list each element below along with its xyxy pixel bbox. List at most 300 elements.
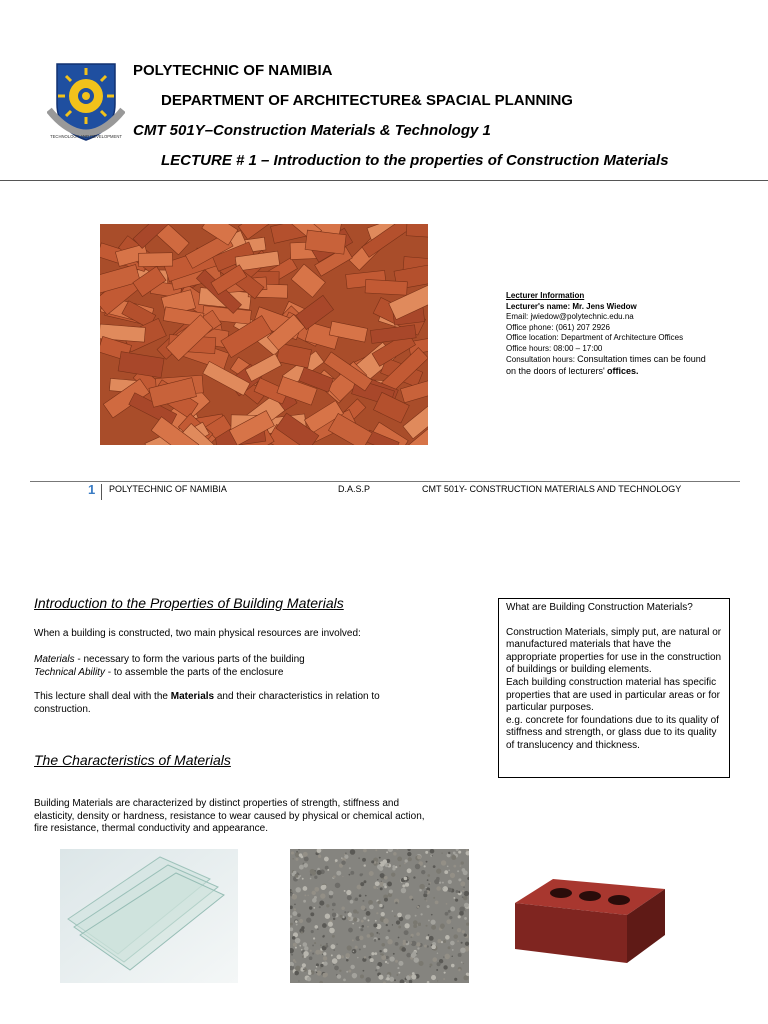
concrete-texture: [444, 972, 446, 974]
concrete-texture: [352, 939, 354, 941]
concrete-texture: [367, 919, 369, 921]
concrete-texture: [443, 978, 445, 980]
footer-divider: [30, 481, 740, 482]
concrete-texture: [416, 942, 420, 946]
concrete-texture: [308, 969, 311, 972]
concrete-texture: [296, 924, 298, 926]
concrete-texture: [333, 918, 335, 920]
concrete-texture: [357, 957, 358, 958]
concrete-texture: [431, 914, 433, 916]
concrete-texture: [348, 928, 353, 933]
concrete-texture: [342, 876, 343, 877]
concrete-texture: [322, 935, 324, 937]
glass-sheets-photo: [60, 849, 238, 983]
concrete-texture: [328, 922, 333, 927]
concrete-texture: [332, 913, 337, 918]
concrete-texture: [387, 864, 389, 866]
concrete-texture: [417, 906, 419, 908]
concrete-texture: [384, 886, 387, 889]
scope-text-a: This lecture shall deal with the: [34, 691, 171, 702]
concrete-texture: [362, 970, 364, 972]
concrete-texture: [314, 887, 319, 892]
concrete-texture: [344, 911, 346, 913]
concrete-texture: [408, 857, 412, 861]
concrete-texture: [398, 972, 400, 974]
concrete-texture: [397, 913, 402, 918]
lecturer-info: [506, 291, 706, 377]
concrete-texture: [313, 937, 315, 939]
concrete-texture: [386, 851, 388, 853]
concrete-texture: [310, 878, 312, 880]
concrete-texture: [458, 969, 461, 972]
concrete-texture: [392, 924, 393, 925]
footer-right: CMT 501Y- CONSTRUCTION MATERIALS AND TECHNOLOGY: [422, 484, 682, 494]
consultation-text: Consultation times can be found on the doors of lecturers': [506, 354, 706, 376]
concrete-texture: [314, 942, 316, 944]
concrete-texture: [415, 864, 421, 870]
concrete-texture: [303, 852, 308, 857]
lecturer-phone: Office phone: (061) 207 2926: [506, 322, 610, 332]
concrete-texture: [446, 903, 448, 905]
concrete-texture: [415, 915, 417, 917]
lecturer-email: Email: jwiedow@polytechnic.edu.na: [506, 312, 634, 321]
concrete-texture: [310, 912, 314, 916]
concrete-texture: [295, 966, 301, 972]
concrete-texture: [375, 849, 377, 851]
concrete-texture: [428, 883, 430, 885]
concrete-texture: [379, 866, 384, 871]
concrete-texture: [461, 942, 463, 944]
concrete-texture: [406, 953, 411, 958]
concrete-texture: [444, 870, 448, 874]
concrete-texture: [460, 865, 462, 867]
concrete-texture: [452, 927, 454, 929]
concrete-texture: [417, 947, 419, 949]
concrete-texture: [323, 952, 326, 955]
concrete-texture: [414, 958, 416, 960]
concrete-texture: [427, 874, 430, 877]
concrete-texture: [375, 920, 377, 922]
concrete-texture: [432, 855, 433, 856]
concrete-texture: [395, 960, 398, 963]
lecture-scope-paragraph: [34, 691, 409, 716]
concrete-texture: [404, 862, 406, 864]
lecturer-info-title: Lecturer Information: [506, 291, 585, 300]
concrete-texture: [460, 881, 465, 886]
concrete-texture: [303, 942, 308, 947]
footer-center: D.A.S.P: [338, 484, 371, 494]
concrete-texture: [429, 936, 434, 941]
concrete-texture: [346, 959, 349, 962]
concrete-texture: [437, 939, 441, 943]
concrete-texture: [362, 858, 366, 862]
concrete-texture: [358, 857, 360, 859]
concrete-texture: [448, 852, 450, 854]
concrete-texture: [381, 943, 385, 947]
concrete-texture: [396, 920, 400, 924]
concrete-texture: [392, 910, 393, 911]
concrete-texture: [303, 951, 308, 956]
concrete-texture: [294, 904, 295, 905]
concrete-texture: [424, 898, 426, 900]
concrete-texture: [299, 945, 301, 947]
concrete-texture: [365, 895, 367, 897]
concrete-texture: [301, 926, 304, 929]
concrete-texture: [319, 906, 321, 908]
concrete-texture: [315, 950, 320, 955]
concrete-texture: [367, 926, 369, 928]
concrete-texture: [435, 901, 439, 905]
concrete-texture: [336, 944, 337, 945]
concrete-texture: [404, 877, 408, 881]
concrete-texture: [443, 940, 446, 943]
course-title: CMT 501Y–Construction Materials & Technology 1: [133, 122, 491, 139]
concrete-texture: [333, 964, 335, 966]
concrete-texture: [399, 865, 401, 867]
brick-texture: [406, 224, 428, 238]
concrete-texture: [332, 935, 335, 938]
concrete-texture: [409, 895, 413, 899]
concrete-texture: [299, 919, 303, 923]
concrete-texture: [448, 888, 452, 892]
concrete-texture: [397, 967, 399, 969]
concrete-texture: [450, 941, 455, 946]
concrete-texture: [462, 930, 465, 933]
concrete-texture: [403, 940, 406, 943]
concrete-texture: [303, 900, 306, 903]
concrete-texture: [371, 952, 374, 955]
concrete-texture: [420, 913, 422, 915]
institution-title: POLYTECHNIC OF NAMIBIA: [133, 62, 333, 79]
concrete-texture: [425, 887, 426, 888]
concrete-texture: [411, 953, 416, 958]
concrete-texture: [320, 952, 322, 954]
concrete-texture: [444, 954, 450, 960]
lecturer-location: Office location: Department of Architecture Offices: [506, 333, 684, 342]
concrete-texture: [317, 868, 320, 871]
concrete-texture: [424, 865, 426, 867]
concrete-texture: [439, 882, 441, 884]
concrete-texture: [314, 876, 317, 879]
concrete-texture: [373, 886, 376, 889]
concrete-texture: [405, 883, 409, 887]
concrete-texture: [453, 897, 455, 899]
concrete-texture: [292, 936, 296, 940]
concrete-texture: [458, 851, 461, 854]
concrete-texture: [317, 928, 319, 930]
concrete-texture: [395, 866, 397, 868]
concrete-texture: [427, 879, 429, 881]
definition-box: [498, 598, 730, 778]
concrete-texture: [442, 882, 444, 884]
concrete-texture: [322, 885, 326, 889]
concrete-texture: [412, 899, 414, 901]
concrete-texture: [384, 898, 388, 902]
concrete-texture: [353, 951, 354, 952]
concrete-texture: [341, 857, 342, 858]
concrete-texture: [333, 875, 336, 878]
concrete-texture: [360, 975, 364, 979]
concrete-texture: [303, 968, 305, 970]
concrete-texture: [331, 954, 333, 956]
consultation-end: offices.: [607, 365, 639, 376]
concrete-texture: [295, 947, 297, 949]
concrete-texture: [426, 925, 428, 927]
concrete-texture: [443, 965, 447, 969]
concrete-texture: [427, 905, 430, 908]
concrete-texture: [295, 920, 298, 923]
concrete-texture: [387, 939, 392, 944]
concrete-texture: [453, 865, 456, 868]
concrete-texture: [431, 925, 436, 930]
concrete-texture: [389, 977, 394, 982]
concrete-texture: [295, 874, 299, 878]
concrete-texture: [326, 943, 328, 945]
concrete-texture: [291, 851, 294, 854]
concrete-texture: [301, 931, 303, 933]
concrete-texture: [324, 857, 329, 862]
concrete-texture: [326, 904, 329, 907]
concrete-texture: [344, 890, 346, 892]
concrete-texture: [304, 946, 308, 950]
concrete-texture: [433, 865, 436, 868]
concrete-texture: [431, 920, 436, 925]
concrete-texture: [381, 955, 386, 960]
concrete-texture: [360, 928, 363, 931]
concrete-texture: [428, 934, 430, 936]
logo-text: TECHNOLOGY AND DEVELOPMENT: [50, 134, 122, 139]
concrete-texture: [456, 890, 459, 893]
concrete-surface-photo: [290, 849, 469, 983]
concrete-texture: [335, 859, 338, 862]
concrete-texture: [379, 950, 381, 952]
intro-paragraph: When a building is constructed, two main physical resources are involved:: [34, 628, 361, 639]
concrete-texture: [391, 872, 395, 876]
red-brick-photo: [509, 875, 669, 967]
concrete-texture: [463, 963, 464, 964]
concrete-texture: [436, 869, 441, 874]
concrete-texture: [352, 923, 354, 925]
concrete-texture: [355, 898, 358, 901]
concrete-texture: [304, 894, 306, 896]
concrete-texture: [365, 977, 370, 982]
concrete-texture: [345, 953, 350, 958]
concrete-texture: [347, 895, 352, 900]
concrete-texture: [302, 963, 306, 967]
concrete-texture: [330, 944, 335, 949]
department-title: DEPARTMENT OF ARCHITECTURE& SPACIAL PLANNING: [161, 92, 573, 109]
concrete-texture: [379, 904, 382, 907]
concrete-texture: [320, 964, 323, 967]
concrete-texture: [388, 893, 392, 897]
concrete-texture: [393, 852, 397, 856]
concrete-texture: [395, 942, 399, 946]
concrete-texture: [408, 877, 410, 879]
concrete-texture: [378, 975, 383, 980]
concrete-texture: [343, 978, 346, 981]
concrete-texture: [457, 940, 459, 942]
concrete-texture: [458, 891, 460, 893]
concrete-texture: [431, 975, 436, 980]
concrete-texture: [295, 887, 300, 892]
concrete-texture: [449, 916, 452, 919]
concrete-texture: [344, 854, 346, 856]
concrete-texture: [389, 956, 394, 961]
concrete-texture: [349, 867, 351, 869]
concrete-texture: [398, 937, 400, 939]
concrete-texture: [465, 910, 466, 911]
concrete-texture: [349, 874, 351, 876]
characteristics-paragraph: Building Materials are characterized by distinct properties of strength, stiffness and elasticity, density or hardness, resistance to wear caused by physical or chemical action, fire resistance, thermal conductivity and appearance.: [34, 798, 425, 834]
concrete-texture: [350, 900, 354, 904]
concrete-texture: [388, 929, 391, 932]
concrete-texture: [381, 953, 383, 955]
concrete-texture: [380, 887, 383, 890]
concrete-texture: [419, 961, 424, 966]
concrete-texture: [340, 915, 343, 918]
polytechnic-logo: [47, 60, 125, 142]
concrete-texture: [363, 917, 366, 920]
concrete-texture: [317, 870, 322, 875]
concrete-texture: [294, 908, 296, 910]
concrete-texture: [437, 980, 438, 981]
concrete-texture: [383, 918, 388, 923]
concrete-texture: [290, 923, 293, 926]
concrete-texture: [407, 914, 411, 918]
scope-text-bold: Materials: [170, 691, 215, 702]
concrete-texture: [341, 907, 345, 911]
concrete-texture: [436, 877, 440, 881]
concrete-texture: [418, 922, 422, 926]
concrete-texture: [316, 972, 317, 973]
concrete-texture: [292, 911, 297, 916]
concrete-texture: [310, 950, 312, 952]
concrete-texture: [347, 945, 352, 950]
concrete-texture: [411, 942, 413, 944]
concrete-texture: [459, 911, 464, 916]
concrete-texture: [380, 873, 385, 878]
materials-term: Materials: [34, 654, 75, 665]
concrete-texture: [295, 961, 297, 963]
concrete-texture: [460, 947, 466, 953]
concrete-texture: [361, 920, 364, 923]
concrete-texture: [463, 896, 467, 900]
concrete-texture: [464, 934, 467, 937]
concrete-texture: [335, 883, 341, 889]
concrete-texture: [425, 851, 428, 854]
concrete-texture: [293, 943, 297, 947]
concrete-texture: [386, 977, 390, 981]
box-paragraph-2: Each building construction material has specific properties that are used in particular areas or for particular purposes.: [506, 676, 720, 714]
concrete-texture: [426, 936, 429, 939]
concrete-texture: [401, 947, 406, 952]
concrete-texture: [350, 965, 354, 969]
concrete-texture: [396, 974, 398, 976]
concrete-texture: [373, 923, 377, 927]
concrete-texture: [411, 974, 416, 979]
header-divider: [0, 180, 768, 181]
concrete-texture: [327, 869, 329, 871]
concrete-texture: [336, 955, 341, 960]
footer-left: POLYTECHNIC OF NAMIBIA: [109, 484, 227, 494]
concrete-texture: [320, 944, 322, 946]
concrete-texture: [357, 911, 359, 913]
concrete-texture: [341, 955, 344, 958]
concrete-texture: [329, 891, 334, 896]
concrete-texture: [377, 900, 380, 903]
concrete-texture: [353, 917, 357, 921]
lecturer-name: Lecturer's name: Mr. Jens Wiedow: [506, 301, 637, 311]
concrete-texture: [378, 938, 380, 940]
concrete-texture: [377, 888, 378, 889]
concrete-texture: [381, 881, 382, 882]
concrete-texture: [361, 925, 364, 928]
concrete-texture: [463, 975, 468, 980]
concrete-texture: [419, 884, 424, 889]
concrete-texture: [389, 889, 393, 893]
concrete-texture: [451, 855, 456, 860]
concrete-texture: [393, 953, 395, 955]
concrete-texture: [436, 969, 438, 971]
concrete-texture: [463, 892, 464, 893]
concrete-texture: [385, 961, 387, 963]
concrete-texture: [401, 888, 406, 893]
concrete-texture: [416, 953, 417, 954]
concrete-texture: [306, 917, 311, 922]
concrete-texture: [304, 857, 309, 862]
concrete-texture: [361, 905, 366, 910]
concrete-texture: [448, 946, 451, 949]
concrete-texture: [462, 896, 464, 898]
concrete-texture: [299, 865, 304, 870]
concrete-texture: [359, 948, 361, 950]
box-paragraph-3: e.g. concrete for foundations due to its quality of stiffness and strength, or glass due to its quality of translucency and thickness.: [506, 714, 719, 751]
concrete-texture: [376, 932, 378, 934]
concrete-texture: [410, 936, 412, 938]
concrete-texture: [294, 971, 299, 976]
concrete-texture: [312, 891, 316, 895]
concrete-texture: [359, 927, 361, 929]
concrete-texture: [404, 923, 409, 928]
concrete-texture: [348, 970, 351, 973]
lecture-title: LECTURE # 1 – Introduction to the properties of Construction Materials: [161, 152, 669, 169]
concrete-texture: [299, 853, 302, 856]
concrete-texture: [398, 926, 401, 929]
concrete-texture: [457, 928, 461, 932]
concrete-texture: [298, 980, 299, 981]
concrete-texture: [325, 914, 330, 919]
concrete-texture: [347, 917, 350, 920]
concrete-texture: [463, 870, 468, 875]
concrete-texture: [375, 969, 377, 971]
scope-text-b: and their characteristics in relation to construction.: [34, 691, 380, 715]
concrete-texture: [368, 900, 373, 905]
concrete-texture: [441, 941, 443, 943]
concrete-texture: [357, 885, 362, 890]
concrete-texture: [362, 900, 364, 902]
concrete-texture: [395, 902, 398, 905]
concrete-texture: [314, 925, 318, 929]
concrete-texture: [386, 924, 388, 926]
concrete-texture: [413, 876, 415, 878]
concrete-texture: [430, 849, 435, 853]
lecturer-hours: Office hours: 08:00 – 17:00: [506, 343, 603, 353]
concrete-texture: [426, 900, 427, 901]
concrete-texture: [303, 863, 308, 868]
concrete-texture: [302, 878, 304, 880]
concrete-texture: [374, 939, 377, 942]
concrete-texture: [465, 942, 469, 946]
